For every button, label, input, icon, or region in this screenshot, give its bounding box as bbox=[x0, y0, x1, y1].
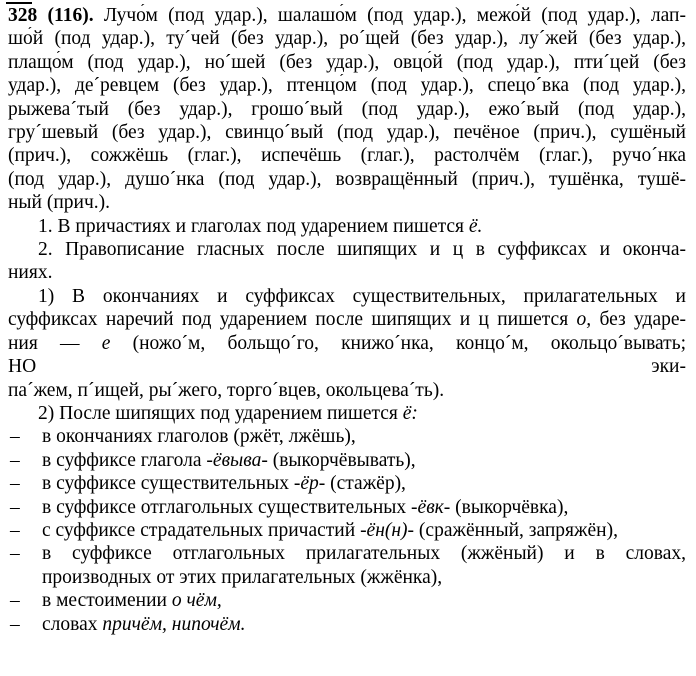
list-item: – в суффиксе глагола -ёвыва- (выкорчёвывать), bbox=[10, 449, 416, 471]
exercise-line: 328 (116). Лучо́м (под удар.), шалашо́м (под удар.), межо́й (под удар.), лап- bbox=[8, 5, 686, 26]
rule-2-heading-cont: ниях. bbox=[8, 262, 53, 284]
rule-2-heading: 2. Правописание гласных после шипящих и ц в суффиксах и оконча- bbox=[38, 239, 686, 261]
rules-block bbox=[8, 215, 686, 636]
list-item: – с суффиксе страдательных причастий -ён(н)- (сражённый, запряжён), bbox=[10, 519, 618, 541]
exercise-line: плащо́м (под удар.), но´шей (без удар.), овцо́й (под удар.), пти´цей (без bbox=[8, 51, 686, 73]
list-item-cont: производных от этих прилагательных (жжёнка), bbox=[42, 566, 443, 588]
list-item: – в суффиксе отглагольных прилагательных (жжёный) и в словах, bbox=[10, 543, 686, 565]
exercise-line: гру´шевый (без удар.), свинцо´вый (под удар.), печёное (прич.), сушёный bbox=[8, 122, 686, 144]
exercise-line: (под удар.), душо´нка (под удар.), возвращённый (прич.), тушёнка, тушё- bbox=[8, 168, 686, 190]
exercise-line: ный (прич.). bbox=[8, 192, 111, 214]
exercise-number: 328 (116). bbox=[8, 5, 94, 26]
rule-2-2: 2) После шипящих под ударением пишется ё: bbox=[38, 402, 418, 424]
list-item: – в суффиксе существительных -ёр- (стажёр), bbox=[10, 473, 406, 495]
rule-2-1-cont: па´жем, п´ищей, ры´жего, торго´вцев, окольцева´ть). bbox=[8, 379, 445, 401]
rule-2-1-cont: НО эки- bbox=[8, 356, 686, 378]
exercise-line: (прич.), сожжёшь (глаг.), испечёшь (глаг.), растолчём (глаг.), ручо´нка bbox=[8, 145, 686, 167]
rule-2-1-cont: ния — е (ножо´м, больщо´го, книжо´нка, концо´м, окольцо´вывать; bbox=[8, 332, 686, 354]
rule-1: 1. В причастиях и глаголах под ударением пишется ё. bbox=[38, 215, 483, 237]
exercise-line: рыжева´тый (без удар.), грошо´вый (под удар.), ежо´вый (под удар.), bbox=[8, 98, 686, 120]
list-item: – в окончаниях глаголов (ржёт, лжёшь), bbox=[10, 426, 356, 448]
rule-2-1: 1) В окончаниях и суффиксах существительных, прилагательных и bbox=[38, 285, 686, 307]
exercise-line: шо́й (под удар.), ту´чей (без удар.), ро´щей (без удар.), лу´жей (без удар.), bbox=[8, 28, 686, 50]
exercise-block bbox=[8, 4, 686, 215]
exercise-line: удар.), де´ревцем (без удар.), птенцо́м (под удар.), спецо´вка (под удар.), bbox=[8, 75, 686, 97]
list-item: – в суффиксе отглагольных существительных -ёвк- (выкорчёвка), bbox=[10, 496, 569, 518]
top-dash-mark bbox=[6, 2, 32, 4]
rule-2-1-cont: суффиксах наречий под ударением после шипящих и ц пишется о, без ударе- bbox=[8, 309, 686, 331]
list-item: – словах причём, нипочём. bbox=[10, 613, 246, 635]
list-item: – в местоимении о чём, bbox=[10, 590, 222, 612]
